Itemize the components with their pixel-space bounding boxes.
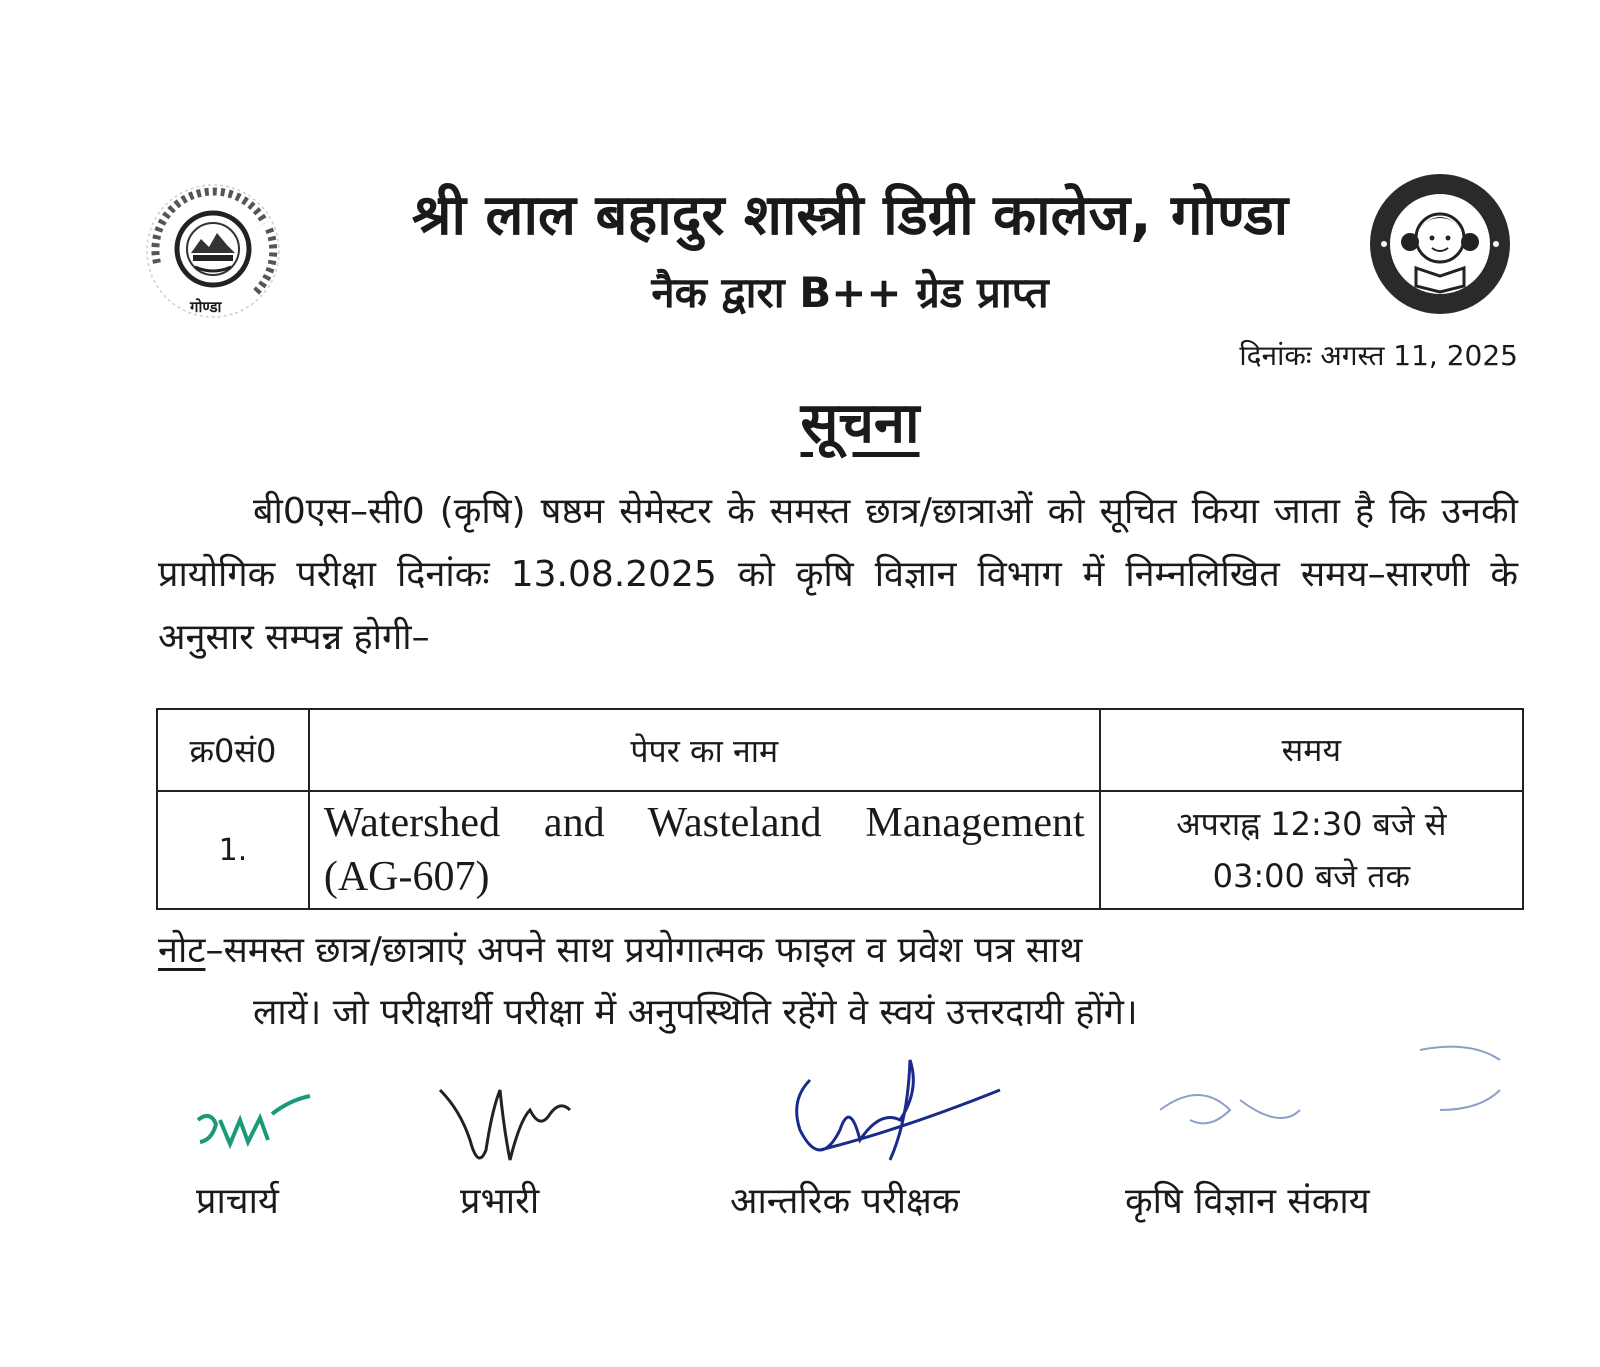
row-paper	[309, 791, 1100, 909]
paper-code: (AG-607)	[323, 854, 490, 900]
note-label: नोट	[158, 930, 206, 971]
beti-bachao-logo	[1360, 172, 1520, 322]
paper-name: Watershed and Wasteland Management	[323, 800, 1085, 846]
college-name: श्री लाल बहादुर शास्त्री डिग्री कालेज, गोण्डा	[411, 183, 1289, 248]
header-paper-name: पेपर का नाम	[309, 709, 1100, 791]
signatory-faculty: कृषि विज्ञान संकाय	[1125, 1181, 1370, 1222]
row-time	[1100, 791, 1523, 909]
note-section	[158, 920, 1518, 1044]
signatory-incharge: प्रभारी	[460, 1181, 540, 1222]
table-row	[157, 791, 1523, 909]
time-end: 03:00 बजे तक	[1212, 857, 1411, 895]
signatory-principal: प्राचार्य	[196, 1181, 279, 1222]
seal-city-text: गोण्डा	[190, 298, 222, 316]
girl-reading-icon	[1360, 172, 1520, 322]
exam-schedule-table	[156, 708, 1524, 910]
notice-date: दिनांकः अगस्त 11, 2025	[1239, 339, 1518, 372]
internal-examiner-signature	[780, 1040, 1010, 1180]
principal-signature	[190, 1090, 320, 1170]
signatory-internal-examiner: आन्तरिक परीक्षक	[730, 1181, 960, 1222]
faculty-signature	[1140, 1040, 1520, 1150]
header-time: समय	[1100, 709, 1523, 791]
notice-title: सूचना	[800, 391, 920, 456]
notice-body: बी0एस–सी0 (कृषि) षष्ठम सेमेस्टर के समस्त छात्र/छात्राओं को सूचित किया जाता है कि उनकी प्रायोगिक परीक्षा दिनांकः 13.08.2025 को कृषि विज्ञान विभाग में निम्नलिखित समय–सारणी के अनुसार सम्पन्न होगी–	[158, 491, 1518, 658]
table-header-row	[157, 709, 1523, 791]
note-line-1: –समस्त छात्र/छात्राएं अपने साथ प्रयोगात्मक फाइल व प्रवेश पत्र साथ	[205, 930, 1083, 971]
row-serial: 1.	[157, 791, 309, 909]
accreditation-line: नैक द्वारा B++ ग्रेड प्राप्त	[651, 268, 1049, 317]
time-start: अपराह्न 12:30 बजे से	[1176, 805, 1447, 843]
incharge-signature	[430, 1070, 580, 1190]
header-serial: क्र0सं0	[157, 709, 309, 791]
note-line-2: लायें। जो परीक्षार्थी परीक्षा में अनुपस्थिति रहेंगे वे स्वयं उत्तरदायी होंगे।	[253, 992, 1138, 1033]
college-seal-logo	[135, 183, 295, 323]
